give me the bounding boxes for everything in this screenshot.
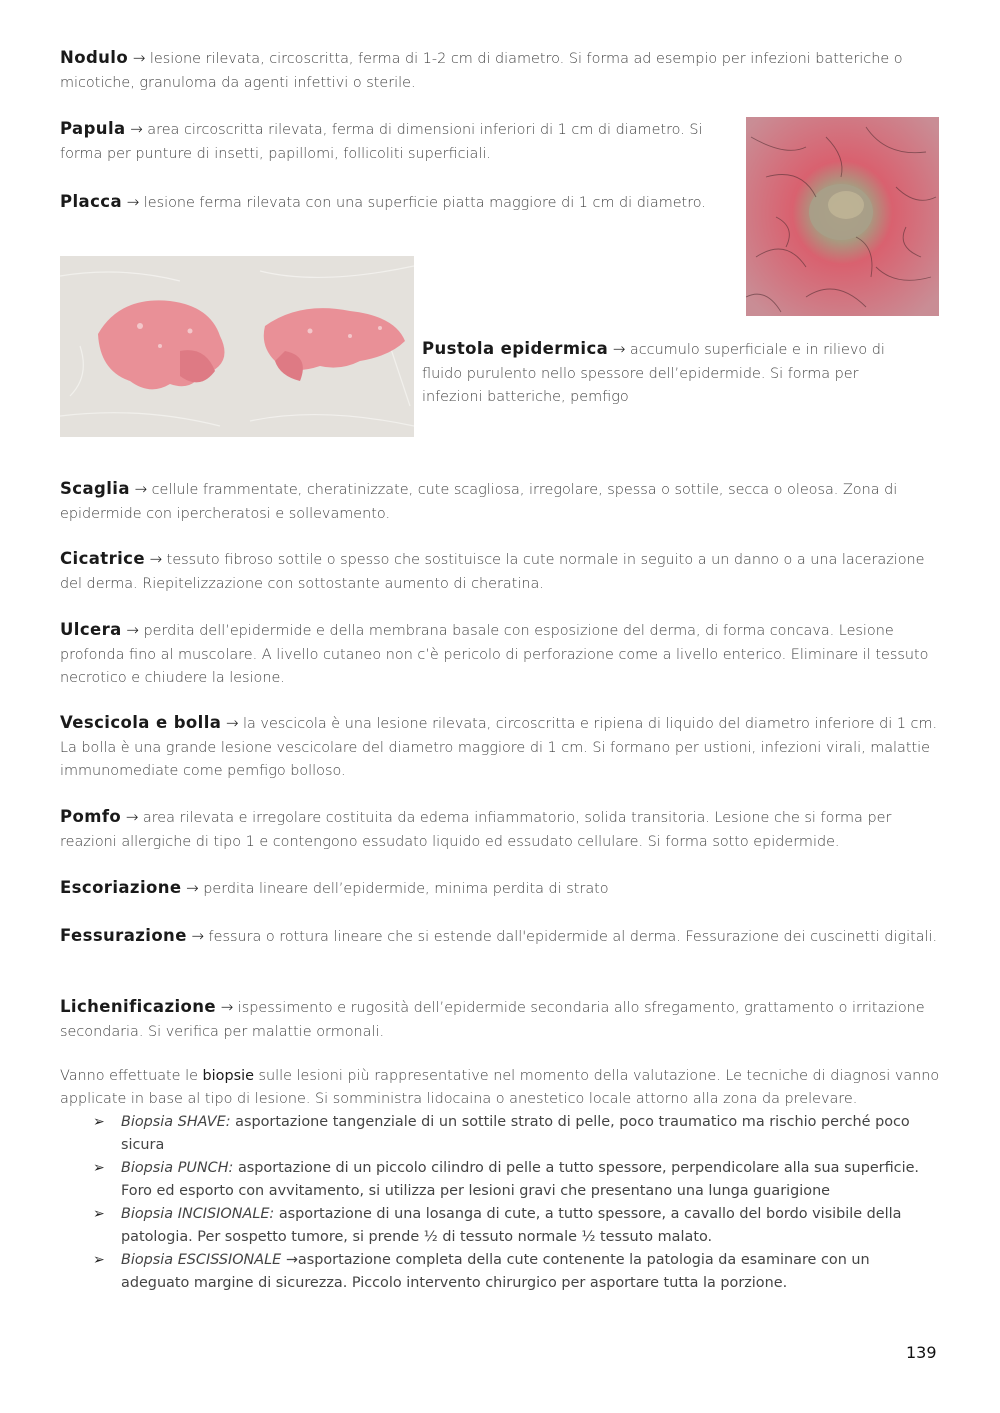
entry-ulcera	[60, 618, 940, 691]
biopsy-text: asportazione tangenziale di un sottile strato di pelle, poco traumatico ma rischio perché poco sicura	[121, 1114, 910, 1153]
text-scaglia: cellule frammentate, cheratinizzate, cute scagliosa, irregolare, spessa o sottile, secca o oleosa. Zona di epidermide con ipercheratosi e sollevamento.	[60, 482, 898, 522]
arrow-bullet-icon: ➢	[93, 1206, 105, 1222]
entry-placca	[60, 190, 740, 216]
entry-lichenificazione	[60, 995, 940, 1044]
page-number: 139	[906, 1343, 937, 1362]
arrow-bullet-icon: ➢	[93, 1160, 105, 1176]
list-item	[60, 1203, 940, 1249]
arrow: →	[126, 621, 139, 639]
text-vescicola: la vescicola è una lesione rilevata, circoscritta e ripiena di liquido del diametro inferiore di 1 cm. La bolla è una grande lesione vescicolare del diametro maggiore di 1 cm. Si formano per ustioni, infezioni virali, malattie immunomediate come pemfigo bolloso.	[60, 716, 938, 779]
term-ulcera: Ulcera	[60, 620, 122, 639]
term-nodulo: Nodulo	[60, 48, 129, 67]
arrow-bullet-icon: ➢	[93, 1252, 105, 1268]
arrow: →	[225, 714, 239, 732]
biopsie-intro-bold: biopsie	[202, 1068, 254, 1084]
term-papula: Papula	[60, 119, 126, 138]
biopsy-name: Biopsia SHAVE:	[121, 1114, 231, 1130]
text-pomfo: area rilevata e irregolare costituita da edema infiammatorio, solida transitoria. Lesione che si forma per reazioni allergiche di tipo 1 e contengono essudato liquido ed essudato cellulare. Si forma sotto epidermide.	[60, 810, 892, 850]
biopsy-text: asportazione di un piccolo cilindro di pelle a tutto spessore, perpendicolare alla sua superficie. Foro ed esporto con avvitamento, si utilizza per lesioni gravi che presentano una lunga guarigione	[121, 1160, 919, 1199]
arrow: →	[130, 120, 143, 138]
entry-fessurazione	[60, 924, 940, 950]
text-placca: lesione ferma rilevata con una superficie piatta maggiore di 1 cm di diametro.	[143, 195, 706, 211]
biopsy-text: asportazione di una losanga di cute, a tutto spessore, a cavallo del bordo visibile della patologia. Per sospetto tumore, si prende ½ di tessuto normale ½ tessuto malato.	[121, 1206, 902, 1245]
text-papula: area circoscritta rilevata, ferma di dimensioni inferiori di 1 cm di diametro. Si forma per punture di insetti, papillomi, follicoliti superficiali.	[60, 122, 703, 162]
arrow-bullet-icon: ➢	[93, 1114, 105, 1130]
text-pustola: accumulo superficiale e in rilievo di fluido purulento nello spessore dell’epidermide. Si forma per infezioni batteriche, pemfigo	[422, 342, 885, 405]
papula-photo	[746, 117, 939, 316]
entry-vescicola	[60, 711, 940, 784]
arrow: →	[612, 340, 626, 358]
arrow: →	[186, 879, 199, 897]
term-fessurazione: Fessurazione	[60, 926, 187, 945]
text-cicatrice: tessuto fibroso sottile o spesso che sostituisce la cute normale in seguito a un danno o a una lacerazione del derma. Riepitelizzazione con sottostante aumento di cheratina.	[60, 552, 925, 592]
term-placca: Placca	[60, 192, 122, 211]
term-pomfo: Pomfo	[60, 807, 122, 826]
entry-papula	[60, 117, 732, 166]
pustola-photo	[60, 256, 414, 437]
arrow: →	[125, 808, 139, 826]
entry-scaglia	[60, 477, 940, 526]
term-cicatrice: Cicatrice	[60, 549, 145, 568]
arrow: →	[132, 49, 146, 67]
arrow: →	[191, 927, 204, 945]
text-fessurazione: fessura o rottura lineare che si estende dall'epidermide al derma. Fessurazione dei cuscinetti digitali.	[208, 929, 938, 945]
term-vescicola: Vescicola e bolla	[60, 713, 222, 732]
biopsie-intro-before: Vanno effettuate le	[60, 1068, 203, 1084]
arrow: →	[126, 193, 140, 211]
entry-escoriazione	[60, 876, 940, 902]
list-item	[60, 1249, 940, 1295]
term-escoriazione: Escoriazione	[60, 878, 182, 897]
text-ulcera: perdita dell’epidermide e della membrana basale con esposizione del derma, di forma concava. Lesione profonda fino al muscolare. A livello cutaneo non c’è pericolo di perforazione come a livello enterico. Eliminare il tessuto necrotico e chiudere la lesione.	[60, 623, 929, 686]
text-escoriazione: perdita lineare dell’epidermide, minima perdita di strato	[203, 881, 609, 897]
entry-pustola	[422, 337, 912, 410]
biopsie-section	[60, 1065, 940, 1295]
biopsy-name: Biopsia INCISIONALE:	[121, 1206, 275, 1222]
list-item	[60, 1157, 940, 1203]
text-lichenificazione: ispessimento e rugosità dell’epidermide secondaria allo sfregamento, grattamento o irritazione secondaria. Si verifica per malattie ormonali.	[60, 1000, 925, 1040]
biopsie-intro	[60, 1065, 940, 1111]
biopsie-list	[60, 1111, 940, 1295]
list-item	[60, 1111, 940, 1157]
term-scaglia: Scaglia	[60, 479, 130, 498]
entry-nodulo	[60, 46, 940, 95]
biopsy-text: →asportazione completa della cute contenente la patologia da esaminare con un adeguato margine di sicurezza. Piccolo intervento chirurgico per asportare tutta la porzione.	[121, 1252, 870, 1291]
entry-pomfo	[60, 805, 940, 854]
text-nodulo: lesione rilevata, circoscritta, ferma di 1-2 cm di diametro. Si forma ad esempio per infezioni batteriche o micotiche, granuloma da agenti infettivi o sterile.	[60, 51, 903, 91]
arrow: →	[149, 550, 163, 568]
entry-cicatrice	[60, 547, 940, 596]
biopsy-name: Biopsia PUNCH:	[121, 1160, 234, 1176]
arrow: →	[220, 998, 234, 1016]
arrow: →	[134, 480, 148, 498]
biopsie-intro-after: sulle lesioni più rappresentative nel momento della valutazione. Le tecniche di diagnosi vanno applicate in base al tipo di lesione. Si somministra lidocaina o anestetico locale attorno alla zona da prelevare.	[60, 1068, 940, 1107]
term-pustola: Pustola epidermica	[422, 339, 609, 358]
term-lichenificazione: Lichenificazione	[60, 997, 216, 1016]
biopsy-name: Biopsia ESCISSIONALE	[121, 1252, 286, 1268]
